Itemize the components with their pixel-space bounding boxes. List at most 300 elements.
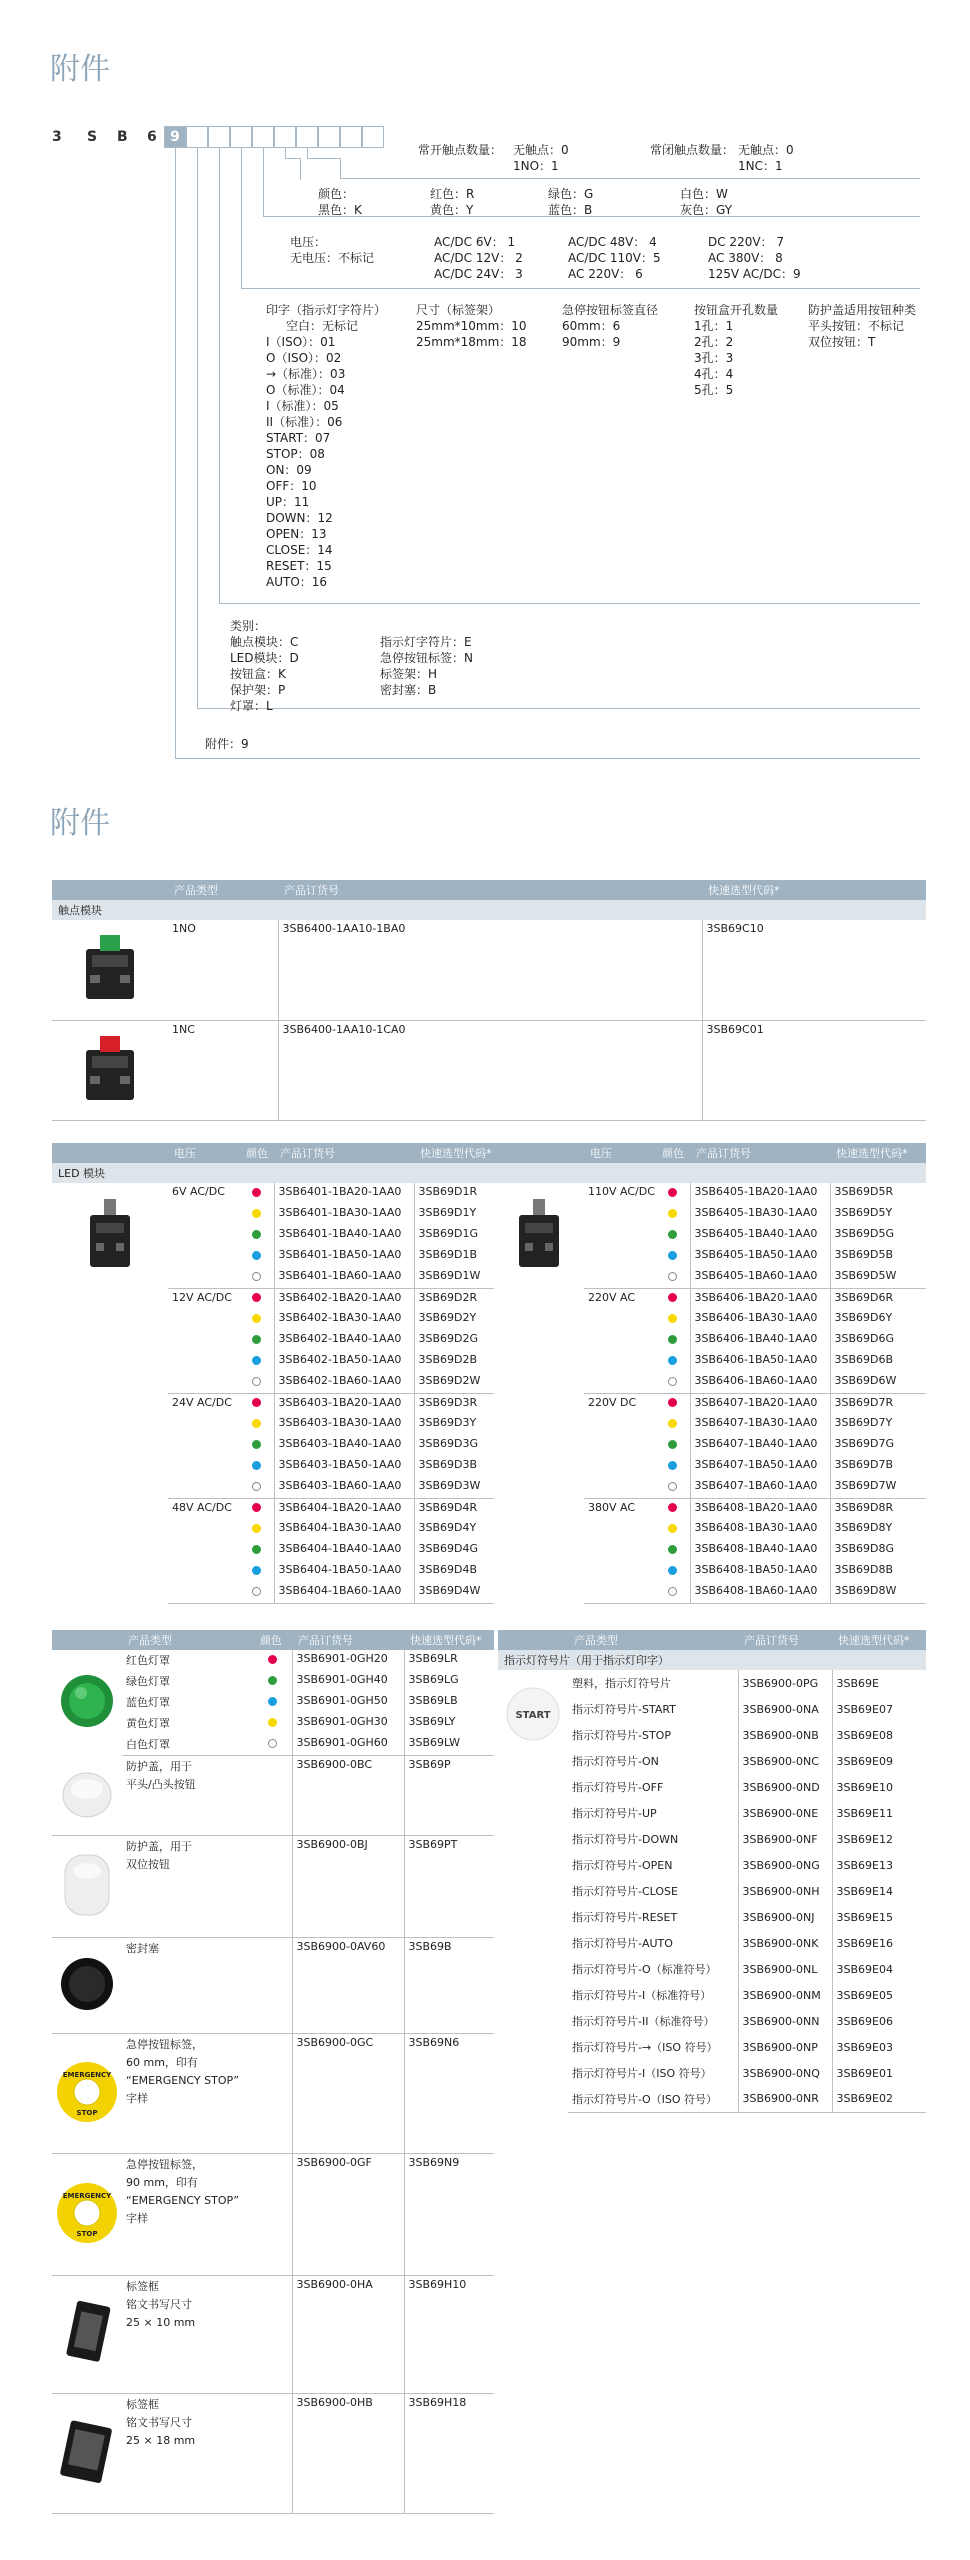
indicator-insert-table xyxy=(498,1630,926,2113)
color-dot xyxy=(252,1230,261,1239)
contact-module-image xyxy=(52,1020,168,1120)
color-dot xyxy=(252,1503,261,1512)
product-type-line: 25 × 18 mm xyxy=(126,2433,196,2447)
quick-code: 3SB69D8R xyxy=(830,1498,926,1519)
product-type: 指示灯符号片-OPEN xyxy=(572,1859,673,1872)
color-dot xyxy=(668,1545,677,1554)
color-dot xyxy=(252,1545,261,1554)
quick-code: 3SB69D3B xyxy=(414,1456,494,1477)
quick-code: 3SB69D2R xyxy=(414,1288,494,1309)
voltage-code: AC/DC 24V： 3 xyxy=(434,267,523,281)
led-module-image xyxy=(52,1183,168,1603)
connector-line xyxy=(241,148,242,288)
legend-line: 3孔：3 xyxy=(694,351,734,365)
color-dot xyxy=(252,1272,261,1281)
connector-line xyxy=(263,148,264,216)
table-row xyxy=(498,1670,926,1696)
category-line: 灯罩：L xyxy=(230,699,273,713)
order-number: 3SB6403-1BA40-1AA0 xyxy=(274,1435,414,1456)
voltage-code: AC/DC 110V：5 xyxy=(568,251,661,265)
voltage: 6V AC/DC xyxy=(168,1183,240,1288)
order-number: 3SB6405-1BA50-1AA0 xyxy=(690,1246,830,1267)
table-row xyxy=(52,920,926,1020)
order-number: 3SB6404-1BA40-1AA0 xyxy=(274,1540,414,1561)
product-image xyxy=(52,1835,122,1937)
color-code: 绿色：G xyxy=(548,187,594,201)
color-dot xyxy=(268,1676,277,1685)
indicator-insert-image xyxy=(498,1670,568,2112)
legend-line: 90mm：9 xyxy=(562,335,621,349)
quick-code: 3SB69E06 xyxy=(832,2008,926,2034)
table-row xyxy=(52,1835,494,1937)
product-type-line: 急停按钮标签， xyxy=(126,2037,203,2051)
color-cell xyxy=(656,1204,690,1225)
section-label: 指示灯符号片（用于指示灯印字） xyxy=(498,1650,926,1670)
voltage-code: AC/DC 48V： 4 xyxy=(568,235,657,249)
accessory-code: 附件：9 xyxy=(205,737,249,751)
color-cell xyxy=(240,1204,274,1225)
category-line: 指示灯字符片：E xyxy=(380,635,472,649)
quick-code: 3SB69LY xyxy=(404,1713,494,1734)
legend-line: 1孔：1 xyxy=(694,319,734,333)
order-number: 3SB6406-1BA20-1AA0 xyxy=(690,1288,830,1309)
order-number: 3SB6900-0ND xyxy=(738,1774,832,1800)
table-row xyxy=(52,1650,494,1671)
nc-contact-value: 1NC：1 xyxy=(738,159,783,173)
order-number: 3SB6901-0GH60 xyxy=(292,1734,404,1755)
quick-code: 3SB69E05 xyxy=(832,1982,926,2008)
connector-line xyxy=(241,288,920,289)
quick-code: 3SB69D7G xyxy=(830,1435,926,1456)
product-type: 白色灯罩 xyxy=(122,1734,254,1755)
product-type: 指示灯符号片-UP xyxy=(572,1807,657,1820)
legend-line: 5孔：5 xyxy=(694,383,734,397)
order-number: 3SB6407-1BA60-1AA0 xyxy=(690,1477,830,1498)
quick-code: 3SB69C10 xyxy=(702,920,926,1020)
order-number: 3SB6407-1BA50-1AA0 xyxy=(690,1456,830,1477)
color-cell xyxy=(254,1671,292,1692)
quick-code: 3SB69D6G xyxy=(830,1330,926,1351)
code-box xyxy=(230,126,252,148)
voltage-code: DC 220V： 7 xyxy=(708,235,784,249)
color-cell xyxy=(656,1561,690,1582)
code-box xyxy=(186,126,208,148)
connector-line xyxy=(175,758,920,759)
voltage-code: AC/DC 6V： 1 xyxy=(434,235,516,249)
order-number: 3SB6402-1BA30-1AA0 xyxy=(274,1309,414,1330)
color-dot xyxy=(668,1188,677,1197)
legend-line: 25mm*10mm：10 xyxy=(416,319,527,333)
order-number: 3SB6900-0HA xyxy=(292,2275,404,2393)
color-cell xyxy=(656,1267,690,1288)
product-type: 指示灯符号片-STOP xyxy=(572,1729,671,1742)
quick-code: 3SB69D4Y xyxy=(414,1519,494,1540)
voltage: 110V AC/DC xyxy=(584,1183,656,1288)
product-type-line: 25 × 10 mm xyxy=(126,2315,196,2329)
color-dot xyxy=(252,1398,261,1407)
legend-cover-type xyxy=(808,302,916,350)
color-cell xyxy=(656,1225,690,1246)
quick-code: 3SB69E01 xyxy=(832,2060,926,2086)
product-type-line: 60 mm，印有 xyxy=(126,2055,198,2069)
color-dot xyxy=(252,1566,261,1575)
category-line: 触点模块：C xyxy=(230,635,299,649)
color-dot xyxy=(668,1587,677,1596)
color-dot xyxy=(668,1440,677,1449)
product-type-line: 铭文书写尺寸 xyxy=(126,2297,192,2311)
color-cell xyxy=(656,1393,690,1414)
order-number: 3SB6900-0NA xyxy=(738,1696,832,1722)
color-cell xyxy=(240,1582,274,1603)
color-dot xyxy=(668,1524,677,1533)
quick-code: 3SB69D3W xyxy=(414,1477,494,1498)
color-cell xyxy=(656,1183,690,1204)
voltage-code: 无电压：不标记 xyxy=(290,251,375,265)
color-cell xyxy=(656,1498,690,1519)
col-header: 快速选型代码* xyxy=(832,1630,926,1650)
order-number: 3SB6408-1BA30-1AA0 xyxy=(690,1519,830,1540)
order-number: 3SB6407-1BA40-1AA0 xyxy=(690,1435,830,1456)
color-cell xyxy=(254,1734,292,1755)
color-cell xyxy=(656,1288,690,1309)
product-type: 红色灯罩 xyxy=(126,1654,170,1667)
color-cell xyxy=(656,1582,690,1603)
color-cell xyxy=(240,1519,274,1540)
product-type: 指示灯符号片-→（ISO 符号） xyxy=(572,2041,718,2054)
color-dot xyxy=(668,1377,677,1386)
legend-line: 防护盖适用按钮种类 xyxy=(808,303,917,317)
quick-code: 3SB69D4W xyxy=(414,1582,494,1603)
legend-line: AUTO：16 xyxy=(266,575,328,589)
connector-line xyxy=(197,148,198,708)
emergency-label-text: EMERGENCY xyxy=(62,2070,112,2079)
quick-code: 3SB69E15 xyxy=(832,1904,926,1930)
order-number: 3SB6900-0NN xyxy=(738,2008,832,2034)
order-number: 3SB6900-0NC xyxy=(738,1748,832,1774)
order-number: 3SB6900-0NJ xyxy=(738,1904,832,1930)
order-number: 3SB6408-1BA50-1AA0 xyxy=(690,1561,830,1582)
quick-code: 3SB69D5B xyxy=(830,1246,926,1267)
quick-code: 3SB69E14 xyxy=(832,1878,926,1904)
color-cell xyxy=(656,1309,690,1330)
color-dot xyxy=(252,1356,261,1365)
voltage: 220V DC xyxy=(584,1393,656,1498)
product-type: 指示灯符号片-I（ISO 符号） xyxy=(572,2067,712,2080)
quick-code: 3SB69D5R xyxy=(830,1183,926,1204)
quick-code: 3SB69D7W xyxy=(830,1477,926,1498)
legend-line: O（标准）：04 xyxy=(266,383,345,397)
product-type: 黄色灯罩 xyxy=(126,1717,170,1730)
order-number: 3SB6406-1BA40-1AA0 xyxy=(690,1330,830,1351)
quick-code: 3SB69D1G xyxy=(414,1225,494,1246)
col-header: 电压 xyxy=(584,1143,656,1163)
voltage-label: 电压： xyxy=(290,235,327,249)
order-number: 3SB6900-0NQ xyxy=(738,2060,832,2086)
col-header: 产品订货号 xyxy=(278,880,702,900)
order-number: 3SB6900-0NG xyxy=(738,1852,832,1878)
color-cell xyxy=(240,1372,274,1393)
quick-code: 3SB69D4R xyxy=(414,1498,494,1519)
color-cell xyxy=(656,1414,690,1435)
col-header: 颜色 xyxy=(656,1143,690,1163)
color-dot xyxy=(268,1718,277,1727)
color-dot xyxy=(668,1419,677,1428)
color-cell xyxy=(240,1561,274,1582)
legend-size xyxy=(416,302,527,350)
voltage: 12V AC/DC xyxy=(168,1288,240,1393)
order-number: 3SB6900-0GC xyxy=(292,2033,404,2153)
order-number: 3SB6900-0HB xyxy=(292,2393,404,2513)
color-cell xyxy=(656,1540,690,1561)
nc-contact-value: 无触点：0 xyxy=(738,143,794,157)
legend-line: 尺寸（标签架） xyxy=(416,303,501,317)
order-number: 3SB6901-0GH30 xyxy=(292,1713,404,1734)
order-number: 3SB6404-1BA60-1AA0 xyxy=(274,1582,414,1603)
order-number: 3SB6402-1BA60-1AA0 xyxy=(274,1372,414,1393)
color-dot xyxy=(252,1419,261,1428)
order-number: 3SB6900-0NB xyxy=(738,1722,832,1748)
legend-line: DOWN：12 xyxy=(266,511,333,525)
order-number: 3SB6401-1BA50-1AA0 xyxy=(274,1246,414,1267)
product-type xyxy=(122,1755,292,1835)
color-cell xyxy=(240,1183,274,1204)
product-type-line: 字样 xyxy=(126,2211,148,2225)
lens-accessory-table xyxy=(52,1630,494,2514)
color-dot xyxy=(668,1461,677,1470)
section1-title: 附件 xyxy=(50,52,110,87)
quick-code: 3SB69E xyxy=(832,1670,926,1696)
color-dot xyxy=(252,1314,261,1323)
connector-line xyxy=(219,148,220,603)
connector-line xyxy=(197,708,920,709)
quick-code: 3SB69D6W xyxy=(830,1372,926,1393)
quick-code: 3SB69E09 xyxy=(832,1748,926,1774)
led-module-table xyxy=(52,1143,926,1604)
col-header: 产品订货号 xyxy=(690,1143,830,1163)
contact-module-image xyxy=(52,920,168,1020)
product-image xyxy=(52,1755,122,1835)
code-letter: S xyxy=(87,129,98,145)
product-type xyxy=(122,2393,292,2513)
order-number: 3SB6407-1BA30-1AA0 xyxy=(690,1414,830,1435)
table-row xyxy=(52,1020,926,1120)
color-dot xyxy=(252,1377,261,1386)
stop-label-text: STOP xyxy=(76,2108,98,2117)
quick-code: 3SB69D2Y xyxy=(414,1309,494,1330)
legend-line: 60mm：6 xyxy=(562,319,621,333)
col-header: 快速选型代码* xyxy=(404,1630,494,1650)
order-number: 3SB6901-0GH50 xyxy=(292,1692,404,1713)
order-number: 3SB6900-0BC xyxy=(292,1755,404,1835)
connector-line xyxy=(285,148,286,158)
connector-line xyxy=(307,158,340,159)
color-dot xyxy=(668,1566,677,1575)
quick-code: 3SB69D1W xyxy=(414,1267,494,1288)
product-type: 蓝色灯罩 xyxy=(126,1696,170,1709)
order-number: 3SB6401-1BA40-1AA0 xyxy=(274,1225,414,1246)
order-number: 3SB6900-0NL xyxy=(738,1956,832,1982)
color-dot xyxy=(668,1209,677,1218)
quick-code: 3SB69D1B xyxy=(414,1246,494,1267)
product-type-line: 90 mm，印有 xyxy=(126,2175,198,2189)
category-line: 按钮盒：K xyxy=(230,667,286,681)
order-number: 3SB6900-0NE xyxy=(738,1800,832,1826)
product-type-line: 字样 xyxy=(126,2091,148,2105)
order-number: 3SB6406-1BA60-1AA0 xyxy=(690,1372,830,1393)
col-header: 快速选型代码* xyxy=(702,880,926,900)
product-image xyxy=(52,2393,122,2513)
quick-code: 3SB69D4G xyxy=(414,1540,494,1561)
order-number: 3SB6405-1BA60-1AA0 xyxy=(690,1267,830,1288)
order-number: 3SB6408-1BA40-1AA0 xyxy=(690,1540,830,1561)
color-code: 灰色：GY xyxy=(680,203,733,217)
table-row xyxy=(52,1393,926,1414)
product-type xyxy=(122,2153,292,2275)
table-row xyxy=(52,1288,926,1309)
voltage-code: 125V AC/DC：9 xyxy=(708,267,801,281)
color-dot xyxy=(668,1251,677,1260)
product-type-line: “EMERGENCY STOP” xyxy=(126,2193,240,2207)
quick-code: 3SB69LG xyxy=(404,1671,494,1692)
quick-code: 3SB69B xyxy=(404,1937,494,2033)
color-cell xyxy=(254,1692,292,1713)
quick-code: 3SB69LR xyxy=(404,1650,494,1671)
order-number: 3SB6406-1BA30-1AA0 xyxy=(690,1309,830,1330)
quick-code: 3SB69D1R xyxy=(414,1183,494,1204)
legend-line: START：07 xyxy=(266,431,331,445)
col-header: 产品类型 xyxy=(568,1630,738,1650)
color-dot xyxy=(252,1524,261,1533)
table-row xyxy=(52,1755,494,1835)
category-line: 标签架：H xyxy=(380,667,438,681)
quick-code: 3SB69E13 xyxy=(832,1852,926,1878)
table-row xyxy=(52,1498,926,1519)
col-header: 产品订货号 xyxy=(274,1143,414,1163)
color-code: 黄色：Y xyxy=(430,203,474,217)
product-type: 指示灯符号片-OFF xyxy=(572,1781,664,1794)
code-box xyxy=(296,126,318,148)
table-row xyxy=(52,2275,494,2393)
quick-code: 3SB69D7Y xyxy=(830,1414,926,1435)
color-cell xyxy=(240,1267,274,1288)
product-type-line: 标签框 xyxy=(126,2397,159,2411)
quick-code: 3SB69D2G xyxy=(414,1330,494,1351)
order-number: 3SB6403-1BA20-1AA0 xyxy=(274,1393,414,1414)
connector-line xyxy=(340,158,341,178)
quick-code: 3SB69E12 xyxy=(832,1826,926,1852)
connector-line xyxy=(175,148,176,758)
color-dot xyxy=(252,1587,261,1596)
connector-line xyxy=(285,158,300,159)
color-dot xyxy=(668,1398,677,1407)
color-dot xyxy=(252,1440,261,1449)
legend-line: CLOSE：14 xyxy=(266,543,333,557)
color-code: 黑色：K xyxy=(318,203,362,217)
quick-code: 3SB69E16 xyxy=(832,1930,926,1956)
order-number: 3SB6900-0NR xyxy=(738,2086,832,2112)
color-dot xyxy=(668,1314,677,1323)
color-cell xyxy=(656,1330,690,1351)
category-line: 急停按钮标签：N xyxy=(380,651,473,665)
product-type: 指示灯符号片-O（ISO 符号） xyxy=(568,2086,738,2112)
color-label: 颜色： xyxy=(318,187,355,201)
product-image xyxy=(52,2275,122,2393)
color-cell xyxy=(656,1372,690,1393)
product-type xyxy=(122,2275,292,2393)
product-image xyxy=(52,1937,122,2033)
product-type: 绿色灯罩 xyxy=(126,1675,170,1688)
product-type: 指示灯符号片-DOWN xyxy=(572,1833,679,1846)
color-cell xyxy=(240,1393,274,1414)
color-dot xyxy=(252,1251,261,1260)
quick-code: 3SB69D7R xyxy=(830,1393,926,1414)
order-number: 3SB6901-0GH40 xyxy=(292,1671,404,1692)
voltage: 24V AC/DC xyxy=(168,1393,240,1498)
order-number: 3SB6402-1BA20-1AA0 xyxy=(274,1288,414,1309)
table-row xyxy=(52,2153,494,2275)
quick-code: 3SB69D4B xyxy=(414,1561,494,1582)
table-row xyxy=(52,1937,494,2033)
order-number: 3SB6900-0NH xyxy=(738,1878,832,1904)
product-type: 塑料，指示灯符号片 xyxy=(572,1677,671,1690)
order-number: 3SB6407-1BA20-1AA0 xyxy=(690,1393,830,1414)
quick-code: 3SB69D6R xyxy=(830,1288,926,1309)
voltage-code: AC/DC 12V： 2 xyxy=(434,251,523,265)
color-dot xyxy=(668,1503,677,1512)
product-type-line: 铭文书写尺寸 xyxy=(126,2415,192,2429)
product-type-line: 平头/凸头按钮 xyxy=(126,1777,196,1791)
quick-code: 3SB69E10 xyxy=(832,1774,926,1800)
col-header: 颜色 xyxy=(240,1143,274,1163)
product-type-line: 防护盖，用于 xyxy=(126,1839,192,1853)
stop-label-text: STOP xyxy=(76,2229,98,2238)
order-number: 3SB6901-0GH20 xyxy=(292,1650,404,1671)
color-cell xyxy=(656,1456,690,1477)
order-number: 3SB6402-1BA40-1AA0 xyxy=(274,1330,414,1351)
legend-line: 双位按钮：T xyxy=(808,335,876,349)
col-header: 产品订货号 xyxy=(292,1630,404,1650)
product-type: 指示灯符号片-II（标准符号） xyxy=(572,2015,715,2028)
color-cell xyxy=(240,1435,274,1456)
voltage-code: AC 220V： 6 xyxy=(568,267,643,281)
legend-line: OFF：10 xyxy=(266,479,317,493)
color-dot xyxy=(252,1482,261,1491)
product-type xyxy=(122,1937,292,2033)
code-box xyxy=(274,126,296,148)
category-line: LED模块：D xyxy=(230,651,299,665)
order-number: 3SB6405-1BA30-1AA0 xyxy=(690,1204,830,1225)
code-box xyxy=(208,126,230,148)
quick-code: 3SB69E11 xyxy=(832,1800,926,1826)
legend-line: STOP：08 xyxy=(266,447,325,461)
color-cell xyxy=(240,1288,274,1309)
lens-image xyxy=(52,1650,122,1755)
order-number: 3SB6900-0NP xyxy=(738,2034,832,2060)
col-header: 产品订货号 xyxy=(738,1630,832,1650)
legend-line: RESET：15 xyxy=(266,559,332,573)
quick-code: 3SB69E08 xyxy=(832,1722,926,1748)
quick-code: 3SB69D8W xyxy=(830,1582,926,1603)
quick-code: 3SB69D7B xyxy=(830,1456,926,1477)
quick-code: 3SB69D3R xyxy=(414,1393,494,1414)
code-letter: 3 xyxy=(52,129,62,145)
color-dot xyxy=(668,1272,677,1281)
code-letter: 6 xyxy=(147,129,157,145)
connector-line xyxy=(307,148,308,158)
order-number: 3SB6900-0NK xyxy=(738,1930,832,1956)
color-cell xyxy=(656,1435,690,1456)
quick-code: 3SB69D2B xyxy=(414,1351,494,1372)
